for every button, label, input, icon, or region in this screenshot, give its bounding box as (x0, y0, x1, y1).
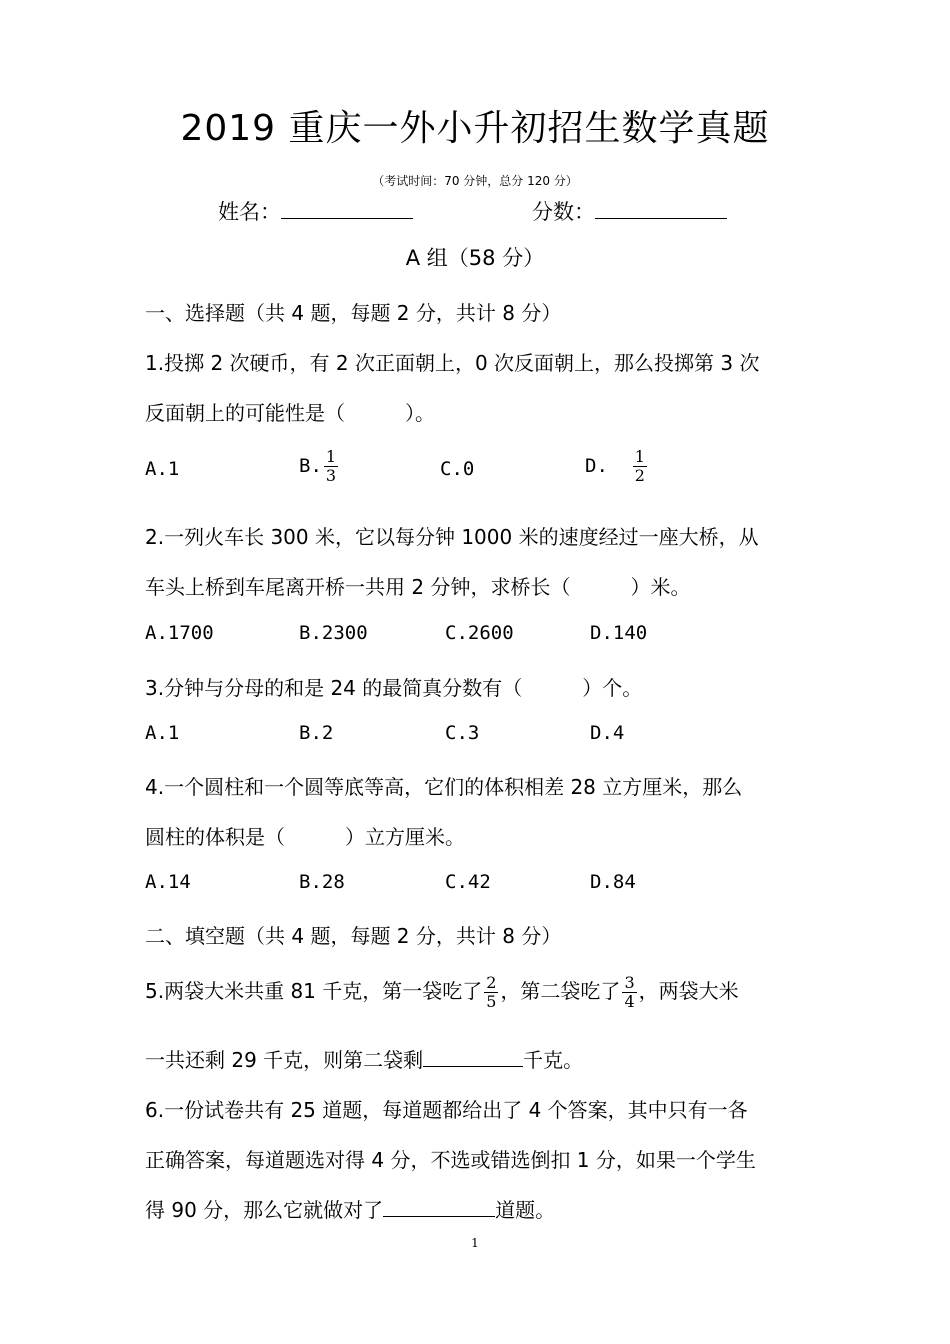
q5-answer-blank (423, 1066, 523, 1067)
q1-option-a: A.1 (145, 458, 180, 480)
q1-line2: 反面朝上的可能性是（ ）。 (145, 401, 435, 425)
q2-option-b: B.2300 (299, 622, 368, 644)
q4-option-c: C.42 (445, 871, 491, 893)
q3-option-d: D.4 (590, 722, 625, 744)
q6-line3-unit: 道题。 (495, 1198, 556, 1222)
q6-answer-blank (383, 1216, 495, 1217)
q1-option-c: C.0 (440, 458, 475, 480)
fraction-denominator: 4 (624, 992, 635, 1011)
q4-option-b: B.28 (299, 871, 345, 893)
q1-line1: 1.投掷 2 次硬币，有 2 次正面朝上，0 次反面朝上，那么投掷第 3 次 (145, 351, 760, 375)
name-field (218, 196, 413, 226)
page-title: 2019 重庆一外小升初招生数学真题 (180, 108, 770, 149)
q5-line1 (145, 974, 739, 1011)
group-title: A 组（58 分） (405, 246, 545, 270)
q5-line2 (145, 1044, 583, 1073)
q3-line1: 3.分钟与分母的和是 24 的最简真分数有（ ）个。 (145, 676, 643, 700)
q1-option-b (299, 448, 340, 485)
fraction-denominator: 3 (325, 466, 337, 485)
q6-line1: 6.一份试卷共有 25 道题，每道题都给出了 4 个答案，其中只有一各 (145, 1098, 748, 1122)
q1-option-b-prefix: B. (299, 455, 322, 477)
exam-note: （考试时间：70 分钟，总分 120 分） (372, 174, 578, 188)
q5-text-part2: ，第二袋吃了 (500, 979, 621, 1003)
fraction-denominator: 5 (486, 992, 497, 1011)
fraction-denominator: 2 (634, 466, 645, 485)
q6-line2: 正确答案，每道题选对得 4 分，不选或错选倒扣 1 分，如果一个学生 (145, 1148, 756, 1172)
q2-line1: 2.一列火车长 300 米，它以每分钟 1000 米的速度经过一座大桥，从 (145, 525, 759, 549)
q5-text-part3: ，两袋大米 (638, 979, 739, 1003)
q2-line2: 车头上桥到车尾离开桥一共用 2 分钟，求桥长（ ）米。 (145, 575, 691, 599)
q4-line2: 圆柱的体积是（ ）立方厘米。 (145, 825, 465, 849)
q3-option-b: B.2 (299, 722, 334, 744)
q1-option-d-fraction (633, 448, 647, 485)
q2-option-d: D.140 (590, 622, 648, 644)
fraction-numerator: 3 (624, 973, 635, 992)
name-blank (281, 218, 413, 219)
q1-option-b-fraction (324, 448, 338, 485)
q5-line2-text: 一共还剩 29 千克，则第二袋剩 (145, 1048, 424, 1072)
q5-fraction-first (484, 974, 498, 1011)
q1-option-d (585, 448, 649, 485)
q2-option-a: A.1700 (145, 622, 214, 644)
section2-heading: 二、填空题（共 4 题，每题 2 分，共计 8 分） (145, 924, 562, 948)
q1-option-d-prefix: D. (585, 455, 608, 477)
fraction-numerator: 1 (325, 447, 337, 466)
q5-fraction-second (622, 974, 636, 1011)
score-blank (595, 218, 727, 219)
fraction-numerator: 2 (486, 973, 497, 992)
section1-heading: 一、选择题（共 4 题，每题 2 分，共计 8 分） (145, 301, 562, 325)
q6-line3 (145, 1194, 555, 1223)
q2-option-c: C.2600 (445, 622, 514, 644)
q5-line2-unit: 千克。 (523, 1048, 584, 1072)
name-label: 姓名： (218, 200, 281, 224)
q4-option-d: D.84 (590, 871, 636, 893)
score-field (532, 196, 727, 226)
page-number: 1 (471, 1236, 479, 1250)
q4-line1: 4.一个圆柱和一个圆等底等高，它们的体积相差 28 立方厘米，那么 (145, 775, 743, 799)
q4-option-a: A.14 (145, 871, 191, 893)
q3-option-c: C.3 (445, 722, 480, 744)
score-label: 分数： (532, 200, 595, 224)
q6-line3-text: 得 90 分，那么它就做对了 (145, 1198, 384, 1222)
fraction-numerator: 1 (634, 447, 645, 466)
q5-text-part1: 5.两袋大米共重 81 千克，第一袋吃了 (145, 979, 483, 1003)
q3-option-a: A.1 (145, 722, 180, 744)
